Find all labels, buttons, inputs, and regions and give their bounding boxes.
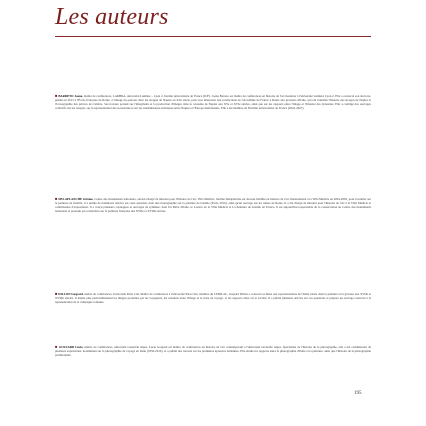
page-number: 195 xyxy=(354,391,362,396)
page-title: Les auteurs xyxy=(55,4,169,30)
author-entry xyxy=(55,94,371,110)
author-bio: , maître de conférences, université Grenoble Alpes. Lucie Goujard est maître de conférences en histoire de l'art contemporain à l'université Grenoble Alpes. Spécialiste de l'histoire de la photographie, elle a été commissaire de plusieurs expositions, notamment sur la photographie de voyage en Italie (1850-2010), et a publié des travaux sur les premières épreuves italiennes. Elle étudie les rapports entre la photographie d'Italie et la peinture, ainsi que l'histoire de la photographie patrimoniale. xyxy=(55,345,372,358)
author-name: DILLON Gaspard xyxy=(58,292,83,296)
author-bio: , Centre des monuments nationaux, ancien chargé de mission pour l'histoire de l'art, Villa Médicis. Jérôme Delaplanche est docteur habilité en histoire de l'art. Pensionnaire à la Villa Médicis en 2004-2005, pour travailler sur la peinture de bataille, il a publié de nombreux articles sur cette question, dont une monographie sur la peinture de bataille (Paris, 2016), ainsi qu'un ouvrage sur les ruines de Rome. Il a été chargé de mission pour l'histoire de l'art à la Villa Médicis et commissaire d'expositions. Il a conçu plusieurs catalogues et ouvrages de synthèse, dont Un Rêve d'Italie, le Louvre de la Villa Médicis et La Peinture de bataille en France. Il est aujourd'hui responsable de la conservation au Centre des monuments nationaux et poursuit ses recherches sur la peinture française des XVIIe et XVIIIe siècles. xyxy=(55,197,372,214)
entry-marker: ■ xyxy=(55,344,58,349)
author-name: BARRETO Joana xyxy=(58,94,83,98)
entry-marker: ■ xyxy=(55,196,58,201)
author-entry xyxy=(55,292,371,304)
author-paragraph xyxy=(55,345,371,357)
author-entry xyxy=(55,197,371,213)
author-paragraph xyxy=(55,197,371,213)
entry-marker: ■ xyxy=(55,291,58,296)
author-name: DELAPLANCHE Jérôme xyxy=(58,197,93,201)
title-rule xyxy=(55,36,371,37)
author-bio: , maître de conférences, Université Paris Cité. Maître de conférences à l'université Paris Cité, membre du CERILAC, Gaspard Dillon a consacré sa thèse aux représentations de l'Italie rurale dans la peinture et la gravure aux XVIIe et XVIIIe siècles. Il étudie plus particulièrement les images produites par les voyageurs, les relations entre l'image et le texte de voyage, et les rapports entre art et société. Il a publié plusieurs articles sur ces questions et prépare un ouvrage consacré à la représentation de la campagne romaine. xyxy=(55,292,372,305)
entry-marker: ■ xyxy=(55,93,58,98)
author-entry xyxy=(55,345,371,357)
author-bio: , maître de conférences, LARHRA, université Lumière – Lyon 2, Institut universitaire de France (IUF). Joana Barreto est maître de conférences en histoire de l'art moderne à l'université Lumière Lyon 2. Elle a consacré son doctorat, publié en 2013 à l'École française de Rome, à l'image du pouvoir chez les Aragon de Naples au XVe siècle, puis s'est intéressée aux productions de l'Académie de France à Rome aux graveurs d'Italie, qui ont transmis l'histoire des Aragon de Naples et l'iconographie des princes de Calabre. Ses travaux portent sur l'imaginaire et la production d'images dans le royaume de Naples aux XVe et XVIe siècles, ainsi que sur les rapports entre l'image et l'histoire des dynasties. Elle a codirigé des ouvrages collectifs sur les Aragon, sur la représentation des souverains et sur les transmissions artistiques entre Naples et l'Europe méridionale. Elle a été membre de l'Institut universitaire de France (2022-2027). xyxy=(55,94,372,111)
author-paragraph xyxy=(55,94,371,110)
author-name: GOUJARD Lucie xyxy=(58,345,83,349)
author-paragraph xyxy=(55,292,371,304)
